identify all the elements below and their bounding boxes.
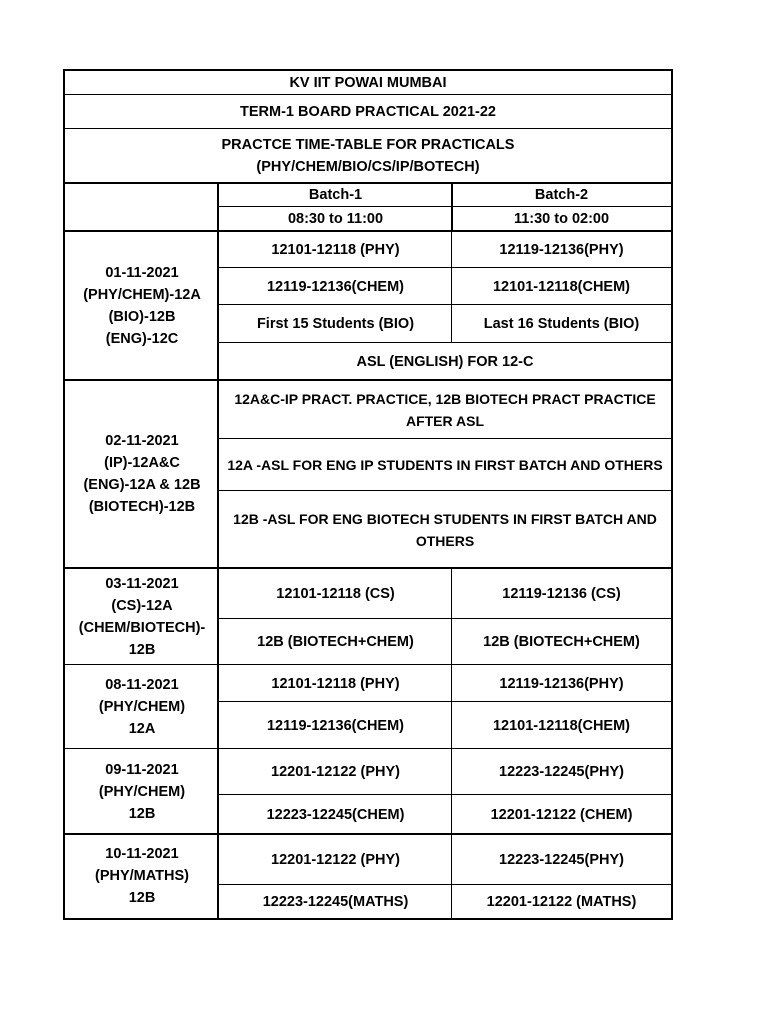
grid-line bbox=[217, 183, 219, 918]
date-cell: 03-11-2021 (CS)-12A (CHEM/BIOTECH)- 12B bbox=[78, 575, 206, 658]
date-cell: 09-11-2021 (PHY/CHEM) 12B bbox=[98, 761, 186, 822]
grid-line bbox=[451, 183, 453, 231]
slot-cell: 12101-12118 (PHY) bbox=[271, 675, 400, 692]
slot-cell: 12223-12245(CHEM) bbox=[266, 806, 405, 823]
grid-line bbox=[65, 94, 671, 95]
slot-cell: 12119-12136 (CS) bbox=[502, 585, 621, 602]
batch2-name: Batch-2 bbox=[534, 187, 589, 203]
table-title-line1: PRACTCE TIME-TABLE FOR PRACTICALS bbox=[221, 137, 515, 153]
slot-cell: 12201-12122 (PHY) bbox=[271, 764, 400, 780]
date-cell: 10-11-2021 (PHY/MATHS) 12B bbox=[95, 846, 189, 906]
merged-slot-cell: 12A -ASL FOR ENG IP STUDENTS IN FIRST BATCH AND OTHERS bbox=[227, 457, 663, 473]
slot-cell: 12119-12136(CHEM) bbox=[266, 717, 405, 734]
slot-cell: 12B (BIOTECH+CHEM) bbox=[257, 634, 414, 650]
term-title: TERM-1 BOARD PRACTICAL 2021-22 bbox=[240, 104, 496, 120]
grid-line bbox=[451, 231, 452, 343]
grid-line bbox=[219, 304, 671, 305]
table-title-line2: (PHY/CHEM/BIO/CS/IP/BOTECH) bbox=[256, 159, 480, 175]
merged-slot-cell: ASL (ENGLISH) FOR 12-C bbox=[356, 353, 534, 370]
slot-cell: 12B (BIOTECH+CHEM) bbox=[483, 634, 640, 650]
grid-line bbox=[219, 267, 671, 268]
slot-cell: 12119-12136(CHEM) bbox=[266, 278, 405, 295]
slot-cell: 12223-12245(MATHS) bbox=[262, 893, 409, 910]
grid-line bbox=[219, 794, 671, 795]
slot-cell: 12119-12136(PHY) bbox=[499, 675, 624, 692]
slot-cell: 12201-12122 (PHY) bbox=[271, 851, 400, 868]
grid-line bbox=[219, 618, 671, 619]
slot-cell: 12119-12136(PHY) bbox=[499, 241, 624, 258]
date-cell: 02-11-2021 (IP)-12A&C (ENG)-12A & 12B (BIOTECH)-12B bbox=[83, 433, 201, 515]
batch1-time: 08:30 to 11:00 bbox=[287, 211, 384, 227]
grid-line bbox=[65, 567, 671, 569]
slot-cell: 12223-12245(PHY) bbox=[499, 764, 624, 780]
batch2-time: 11:30 to 02:00 bbox=[513, 211, 610, 227]
slot-cell: Last 16 Students (BIO) bbox=[483, 316, 640, 332]
date-cell: 08-11-2021 (PHY/CHEM) 12A bbox=[98, 677, 186, 737]
grid-line bbox=[65, 128, 671, 129]
grid-line bbox=[219, 438, 671, 439]
grid-line bbox=[219, 701, 671, 702]
slot-cell: 12101-12118(CHEM) bbox=[492, 278, 631, 295]
slot-cell: 12201-12122 (MATHS) bbox=[486, 893, 637, 910]
slot-cell: 12101-12118(CHEM) bbox=[492, 717, 631, 734]
slot-cell: 12101-12118 (PHY) bbox=[271, 241, 400, 258]
grid-line bbox=[451, 568, 452, 918]
grid-line bbox=[219, 490, 671, 491]
grid-line bbox=[219, 342, 671, 343]
batch1-name: Batch-1 bbox=[308, 187, 363, 203]
school-name: KV IIT POWAI MUMBAI bbox=[289, 75, 447, 91]
grid-line bbox=[217, 206, 671, 207]
grid-line bbox=[219, 884, 671, 885]
grid-line bbox=[65, 833, 671, 835]
grid-line bbox=[65, 748, 671, 749]
slot-cell: 12201-12122 (CHEM) bbox=[490, 806, 633, 823]
slot-cell: 12101-12118 (CS) bbox=[276, 585, 395, 602]
table-title bbox=[65, 129, 671, 183]
slot-cell: First 15 Students (BIO) bbox=[256, 316, 415, 332]
merged-slot-cell: 12B -ASL FOR ENG BIOTECH STUDENTS IN FIRST BATCH AND OTHERS bbox=[233, 510, 657, 549]
grid-line bbox=[65, 182, 671, 184]
date-cell: 01-11-2021 (PHY/CHEM)-12A (BIO)-12B (ENG)-12C bbox=[83, 264, 201, 347]
timetable-sheet bbox=[63, 69, 673, 920]
slot-cell: 12223-12245(PHY) bbox=[499, 851, 624, 868]
grid-line bbox=[65, 230, 671, 232]
grid-line bbox=[65, 379, 671, 381]
grid-line bbox=[65, 664, 671, 665]
merged-slot-cell: 12A&C-IP PRACT. PRACTICE, 12B BIOTECH PRACT PRACTICE AFTER ASL bbox=[234, 390, 656, 429]
